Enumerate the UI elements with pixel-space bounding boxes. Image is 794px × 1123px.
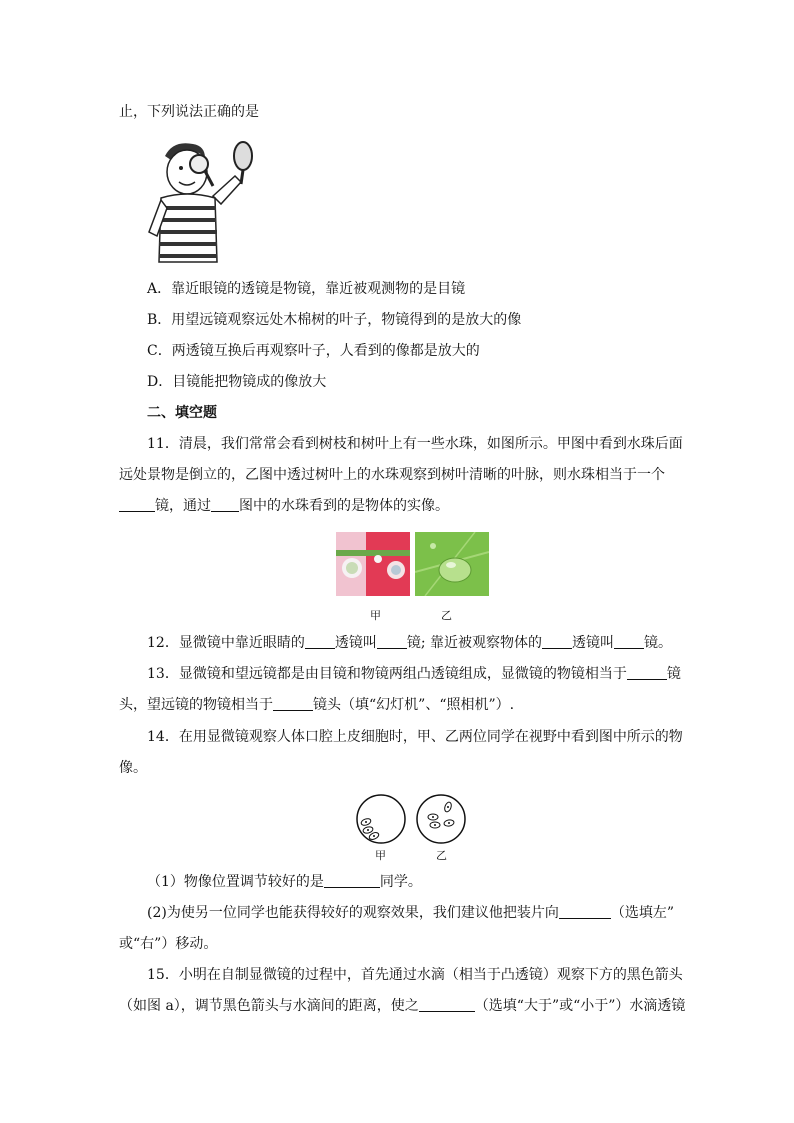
figure-caption-yi: 乙 <box>441 609 452 622</box>
microscope-view-yi <box>415 793 467 845</box>
figure-caption-jia: 甲 <box>375 849 386 862</box>
boy-with-lenses-figure <box>143 136 261 264</box>
q14-sub-1: （1）物像位置调节较好的是 同学。 <box>147 874 422 890</box>
answer-blank[interactable] <box>211 497 239 512</box>
q15-line-2: （如图 a），调节黑色箭头与水滴间的距离，使之 （选填“大于”或“小于”）水滴透镜 <box>119 998 686 1014</box>
q15-line-1: 15．小明在自制显微镜的过程中，首先通过水滴（相当于凸透镜）观察下方的黑色箭头 <box>147 967 683 983</box>
figure-caption-jia: 甲 <box>370 609 381 622</box>
option-b: B．用望远镜观察远处木棉树的叶子，物镜得到的是放大的像 <box>147 312 522 328</box>
q14-line-2: 像。 <box>119 760 147 776</box>
q11-line-3: 镜，通过 图中的水珠看到的是物体的实像。 <box>119 496 679 516</box>
q11-line-2: 远处景物是倒立的，乙图中透过树叶上的水珠观察到树叶清晰的叶脉，则水珠相当于一个 <box>119 467 665 483</box>
water-drop-photo-jia <box>336 532 410 596</box>
q13-line-1: 13．显微镜和望远镜都是由目镜和物镜两组凸透镜组成，显微镜的物镜相当于 镜 <box>147 666 681 682</box>
q14-sub-2-cont: 或“右”）移动。 <box>119 936 218 952</box>
answer-blank[interactable] <box>614 634 644 649</box>
option-c: C．两透镜互换后再观察叶子，人看到的像都是放大的 <box>147 343 480 359</box>
q13-line-2: 头，望远镜的物镜相当于 镜头（填“幻灯机”、“照相机”）. <box>119 697 515 713</box>
answer-blank[interactable] <box>627 665 667 680</box>
answer-blank[interactable] <box>559 904 611 919</box>
answer-blank[interactable] <box>119 497 155 512</box>
option-d: D．目镜能把物镜成的像放大 <box>147 374 327 390</box>
water-drop-photo-yi <box>415 532 489 596</box>
answer-blank[interactable] <box>305 634 335 649</box>
q12-line: 12．显微镜中靠近眼睛的 透镜叫 镜; 靠近被观察物体的 透镜叫 镜。 <box>147 635 672 651</box>
microscope-view-jia <box>355 793 407 845</box>
option-a: A．靠近眼镜的透镜是物镜，靠近被观测物的是目镜 <box>147 281 466 297</box>
answer-blank[interactable] <box>377 634 407 649</box>
answer-blank[interactable] <box>273 696 313 711</box>
answer-blank[interactable] <box>542 634 572 649</box>
answer-blank[interactable] <box>419 997 475 1012</box>
answer-blank[interactable] <box>324 873 380 888</box>
q11-line-1: 11．清晨，我们常常会看到树枝和树叶上有一些水珠，如图所示。甲图中看到水珠后面 <box>147 436 683 452</box>
q14-line-1: 14．在用显微镜观察人体口腔上皮细胞时，甲、乙两位同学在视野中看到图中所示的物 <box>147 729 683 745</box>
figure-caption-yi: 乙 <box>436 849 447 862</box>
q14-sub-2: (2)为使另一位同学也能获得较好的观察效果，我们建议他把装片向 （选填左” <box>147 905 675 921</box>
question-10-stem-end: 止，下列说法正确的是 <box>119 104 259 120</box>
section-title: 二、填空题 <box>147 405 217 421</box>
